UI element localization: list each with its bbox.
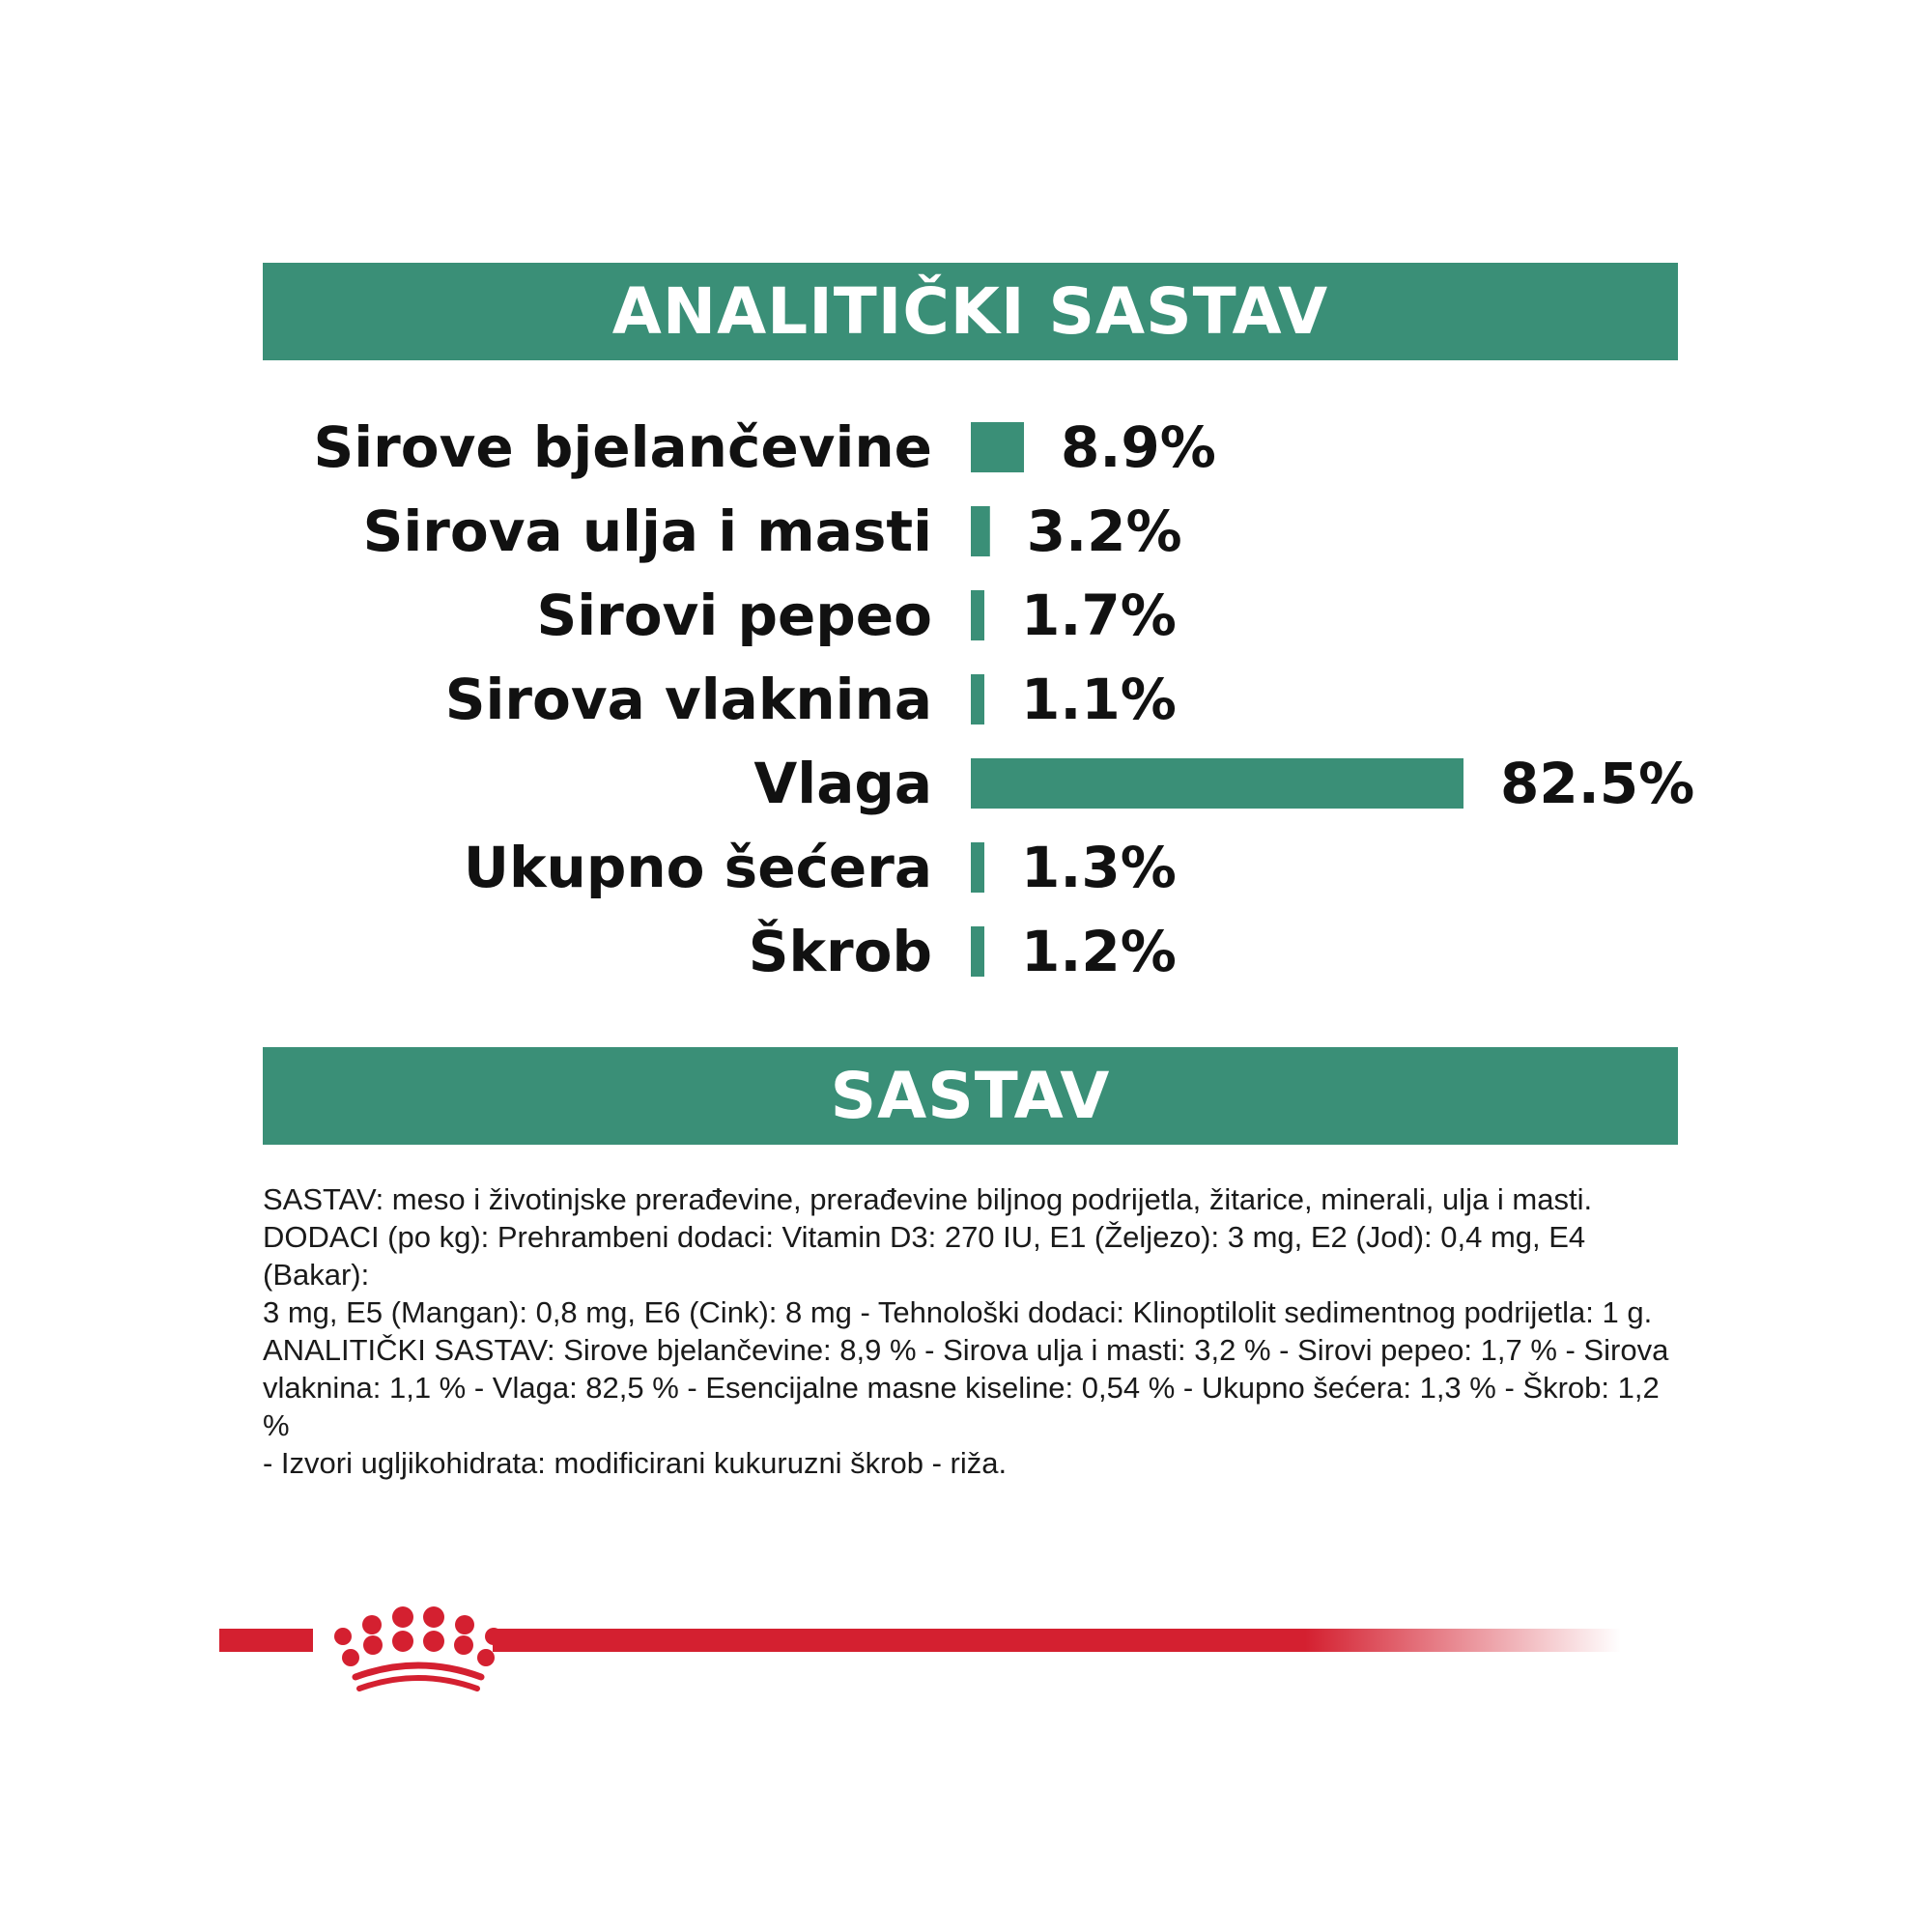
crown-logo-icon: [334, 1606, 502, 1689]
value-label: 1.7%: [1021, 582, 1177, 648]
bar: [971, 926, 984, 977]
bar: [971, 674, 984, 724]
bar: [971, 506, 990, 556]
value-label: 3.2%: [1026, 498, 1182, 564]
section-banner-composition: [263, 1047, 1678, 1145]
category-label: Ukupno šećera: [463, 835, 932, 900]
value-label: 1.3%: [1021, 835, 1177, 900]
brand-footer: [0, 1584, 1932, 1700]
value-label: 1.1%: [1021, 667, 1177, 732]
category-label: Sirova vlaknina: [444, 667, 932, 732]
composition-text: SASTAV: meso i životinjske prerađevine, prerađevine biljnog podrijetla, žitarice, minerali, ulja i masti. DODACI (po kg): Prehrambeni dodaci: Vitamin D3: 270 IU, E1 (Željezo): 3 mg, E2 (Jod): 0,4 mg, E4 (Bakar): 3 mg, E5 (Mangan): 0,8 mg, E6 (Cink): 8 mg - Tehnološki dodaci: Klinoptilolit sedimentnog podrijetla: 1 g. ANALITIČKI SASTAV: Sirove bjelančevine: 8,9 % - Sirova ulja i masti: 3,2 % - Sirovi pepeo: 1,7 % - Sirova vlaknina: 1,1 % - Vlaga: 82,5 % - Esencijalne masne kiseline: 0,54 % - Ukupno šećera: 1,3 % - Škrob: 1,2 % - Izvori ugljikohidrata: modificirani kukuruzni škrob - riža.: [263, 1182, 1669, 1480]
section-title-composition: SASTAV: [830, 1059, 1111, 1133]
bar: [971, 842, 984, 893]
category-label: Sirovi pepeo: [536, 582, 932, 648]
bar: [971, 758, 1463, 809]
bar: [971, 422, 1024, 472]
category-label: Sirove bjelančevine: [313, 414, 932, 480]
section-title-analytic: ANALITIČKI SASTAV: [611, 274, 1329, 349]
value-label: 1.2%: [1021, 919, 1177, 984]
value-label: 82.5%: [1500, 751, 1695, 816]
category-label: Sirova ulja i masti: [362, 498, 932, 564]
red-line-right: [493, 1629, 1621, 1652]
red-line-left: [219, 1629, 313, 1652]
category-label: Škrob: [748, 919, 932, 984]
bar: [971, 590, 984, 640]
value-label: 8.9%: [1061, 414, 1216, 480]
category-label: Vlaga: [753, 751, 932, 816]
